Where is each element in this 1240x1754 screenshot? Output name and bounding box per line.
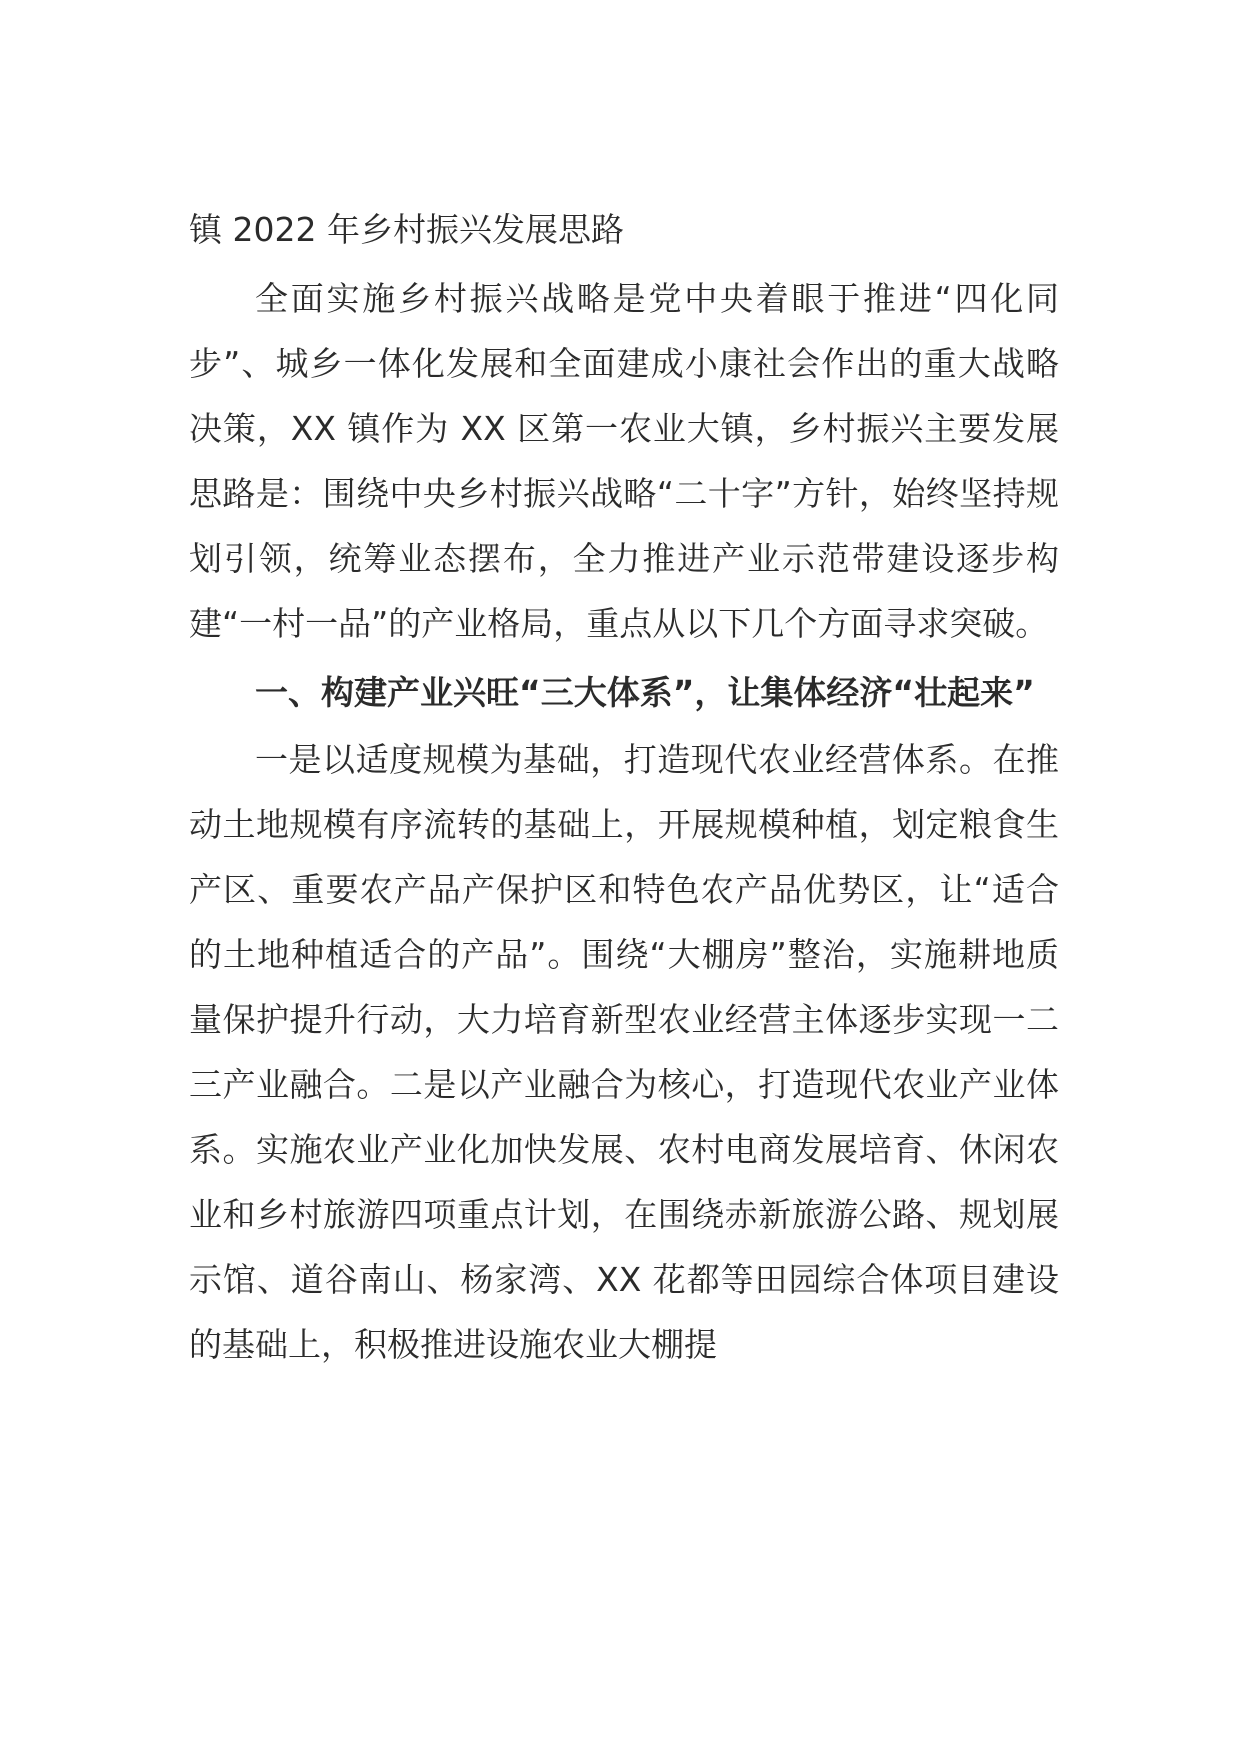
document-title: 镇 2022 年乡村振兴发展思路 bbox=[189, 210, 624, 249]
document-page bbox=[189, 200, 1059, 1377]
section-heading: 一、构建产业兴旺“三大体系”，让集体经济“壮起来” bbox=[255, 673, 1035, 712]
intro-paragraph: 全面实施乡村振兴战略是党中央着眼于推进“四化同步”、城乡一体化发展和全面建成小康社会作出的重大战略决策，XX 镇作为 XX 区第一农业大镇，乡村振兴主要发展思路是：围绕中央乡村振兴战略“二十字”方针，始终坚持规划引领，统筹业态摆布，全力推进产业示范带建设逐步构建“一村一品”的产业格局，重点从以下几个方面寻求突破。 bbox=[189, 279, 1059, 643]
section-body-paragraph: 一是以适度规模为基础，打造现代农业经营体系。在推动土地规模有序流转的基础上，开展规模种植，划定粮食生产区、重要农产品产保护区和特色农产品优势区，让“适合的土地种植适合的产品”。围绕“大棚房”整治，实施耕地质量保护提升行动，大力培育新型农业经营主体逐步实现一二三产业融合。二是以产业融合为核心，打造现代农业产业体系。实施农业产业化加快发展、农村电商发展培育、休闲农业和乡村旅游四项重点计划，在围绕赤新旅游公路、规划展示馆、道谷南山、杨家湾、XX 花都等田园综合体项目建设的基础上，积极推进设施农业大棚提 bbox=[189, 740, 1059, 1364]
